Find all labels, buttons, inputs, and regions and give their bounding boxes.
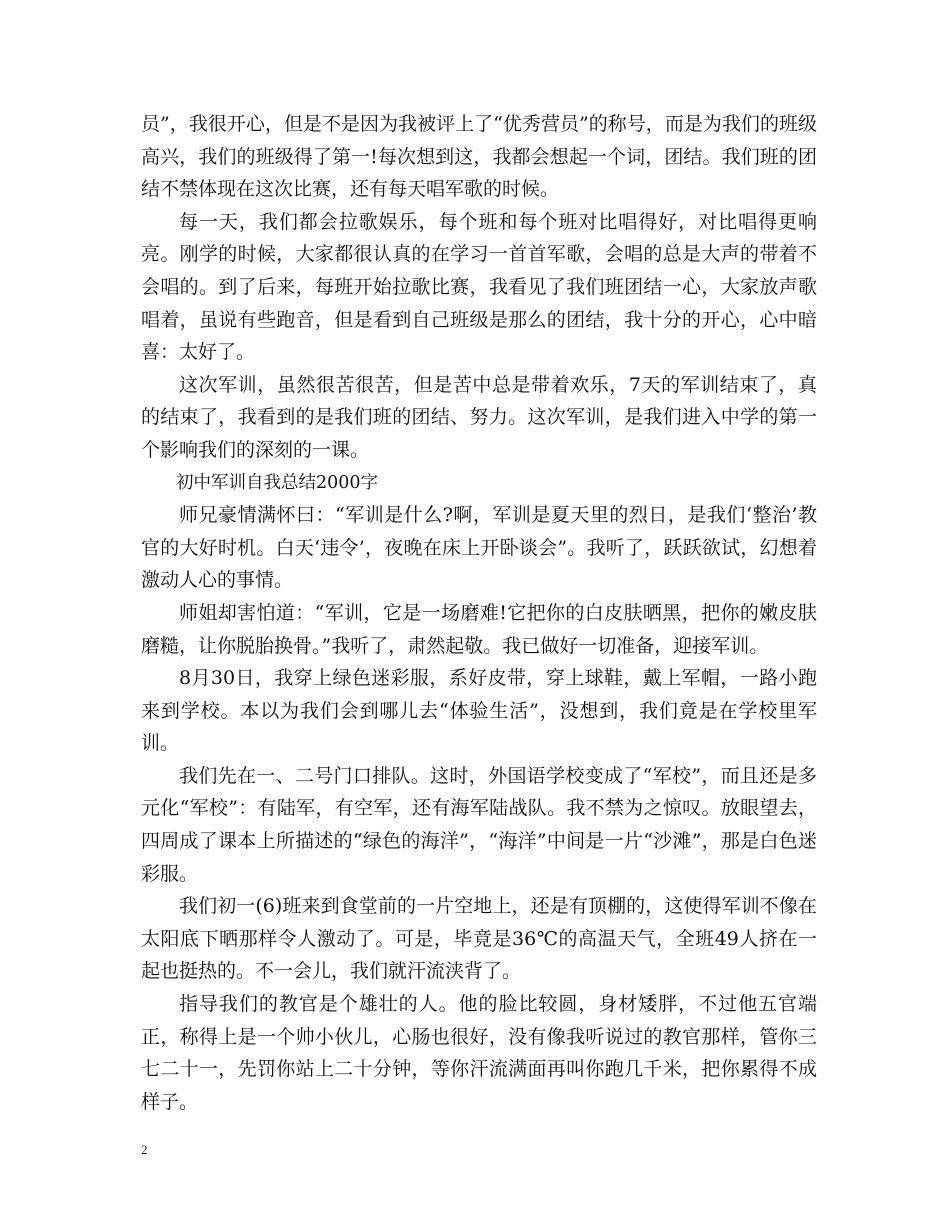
paragraph: 员”，我很开心，但是不是因为我被评上了“优秀营员”的称号，而是为我们的班级高兴，我们的班级得了第一!每次想到这，我都会想起一个词，团结。我们班的团结不禁体现在这次比赛，还有每天唱军歌的时候。 (141, 113, 817, 201)
paragraph: 指导我们的教官是个雄壮的人。他的脸比较圆，身材矮胖，不过他五官端正，称得上是一个帅小伙儿，心肠也很好，没有像我听说过的教官那样，管你三七二十一，先罚你站上二十分钟，等你汗流满面再叫你跑几千米，把你累得不成样子。 (141, 993, 817, 1113)
paragraph: 师姐却害怕道：“军训，它是一场磨难!它把你的白皮肤晒黑，把你的嫩皮肤磨糙，让你脱胎换骨。”我听了，肃然起敬。我已做好一切准备，迎接军训。 (141, 601, 817, 657)
paragraph: 这次军训，虽然很苦很苦，但是苦中总是带着欢乐，7天的军训结束了，真的结束了，我看到的是我们班的团结、努力。这次军训，是我们进入中学的第一个影响我们的深刻的一课。 (141, 373, 817, 461)
paragraph: 我们初一(6)班来到食堂前的一片空地上，还是有顶棚的，这使得军训不像在太阳底下晒那样令人激动了。可是，毕竟是36℃的高温天气，全班49人挤在一起也挺热的。不一会儿，我们就汗流浃背了。 (141, 895, 817, 983)
paragraph: 每一天，我们都会拉歌娱乐，每个班和每个班对比唱得好，对比唱得更响亮。刚学的时候，大家都很认真的在学习一首首军歌，会唱的总是大声的带着不会唱的。到了后来，每班开始拉歌比赛，我看见了我们班团结一心，大家放声歌唱着，虽说有些跑音，但是看到自己班级是那么的团结，我十分的开心，心中暗喜：太好了。 (141, 210, 817, 364)
section-heading: 初中军训自我总结2000字 (176, 472, 379, 493)
page-number: 2 (141, 1142, 148, 1157)
paragraph: 我们先在一、二号门口排队。这时，外国语学校变成了“军校”，而且还是多元化“军校”：有陆军，有空军，还有海军陆战队。我不禁为之惊叹。放眼望去，四周成了课本上所描述的“绿色的海洋”，“海洋”中间是一片“沙滩”，那是白色迷彩服。 (141, 764, 817, 885)
paragraph: 师兄豪情满怀曰：“军训是什么?啊，军训是夏天里的烈日，是我们‘整治’教官的大好时机。白天‘违令’，夜晚在床上开卧谈会”。我听了，跃跃欲试，幻想着激动人心的事情。 (141, 504, 817, 592)
document-body (141, 108, 817, 1118)
paragraph: 8月30日，我穿上绿色迷彩服，系好皮带，穿上球鞋，戴上军帽，一路小跑来到学校。本以为我们会到哪儿去“体验生活”，没想到，我们竟是在学校里军训。 (141, 667, 817, 755)
